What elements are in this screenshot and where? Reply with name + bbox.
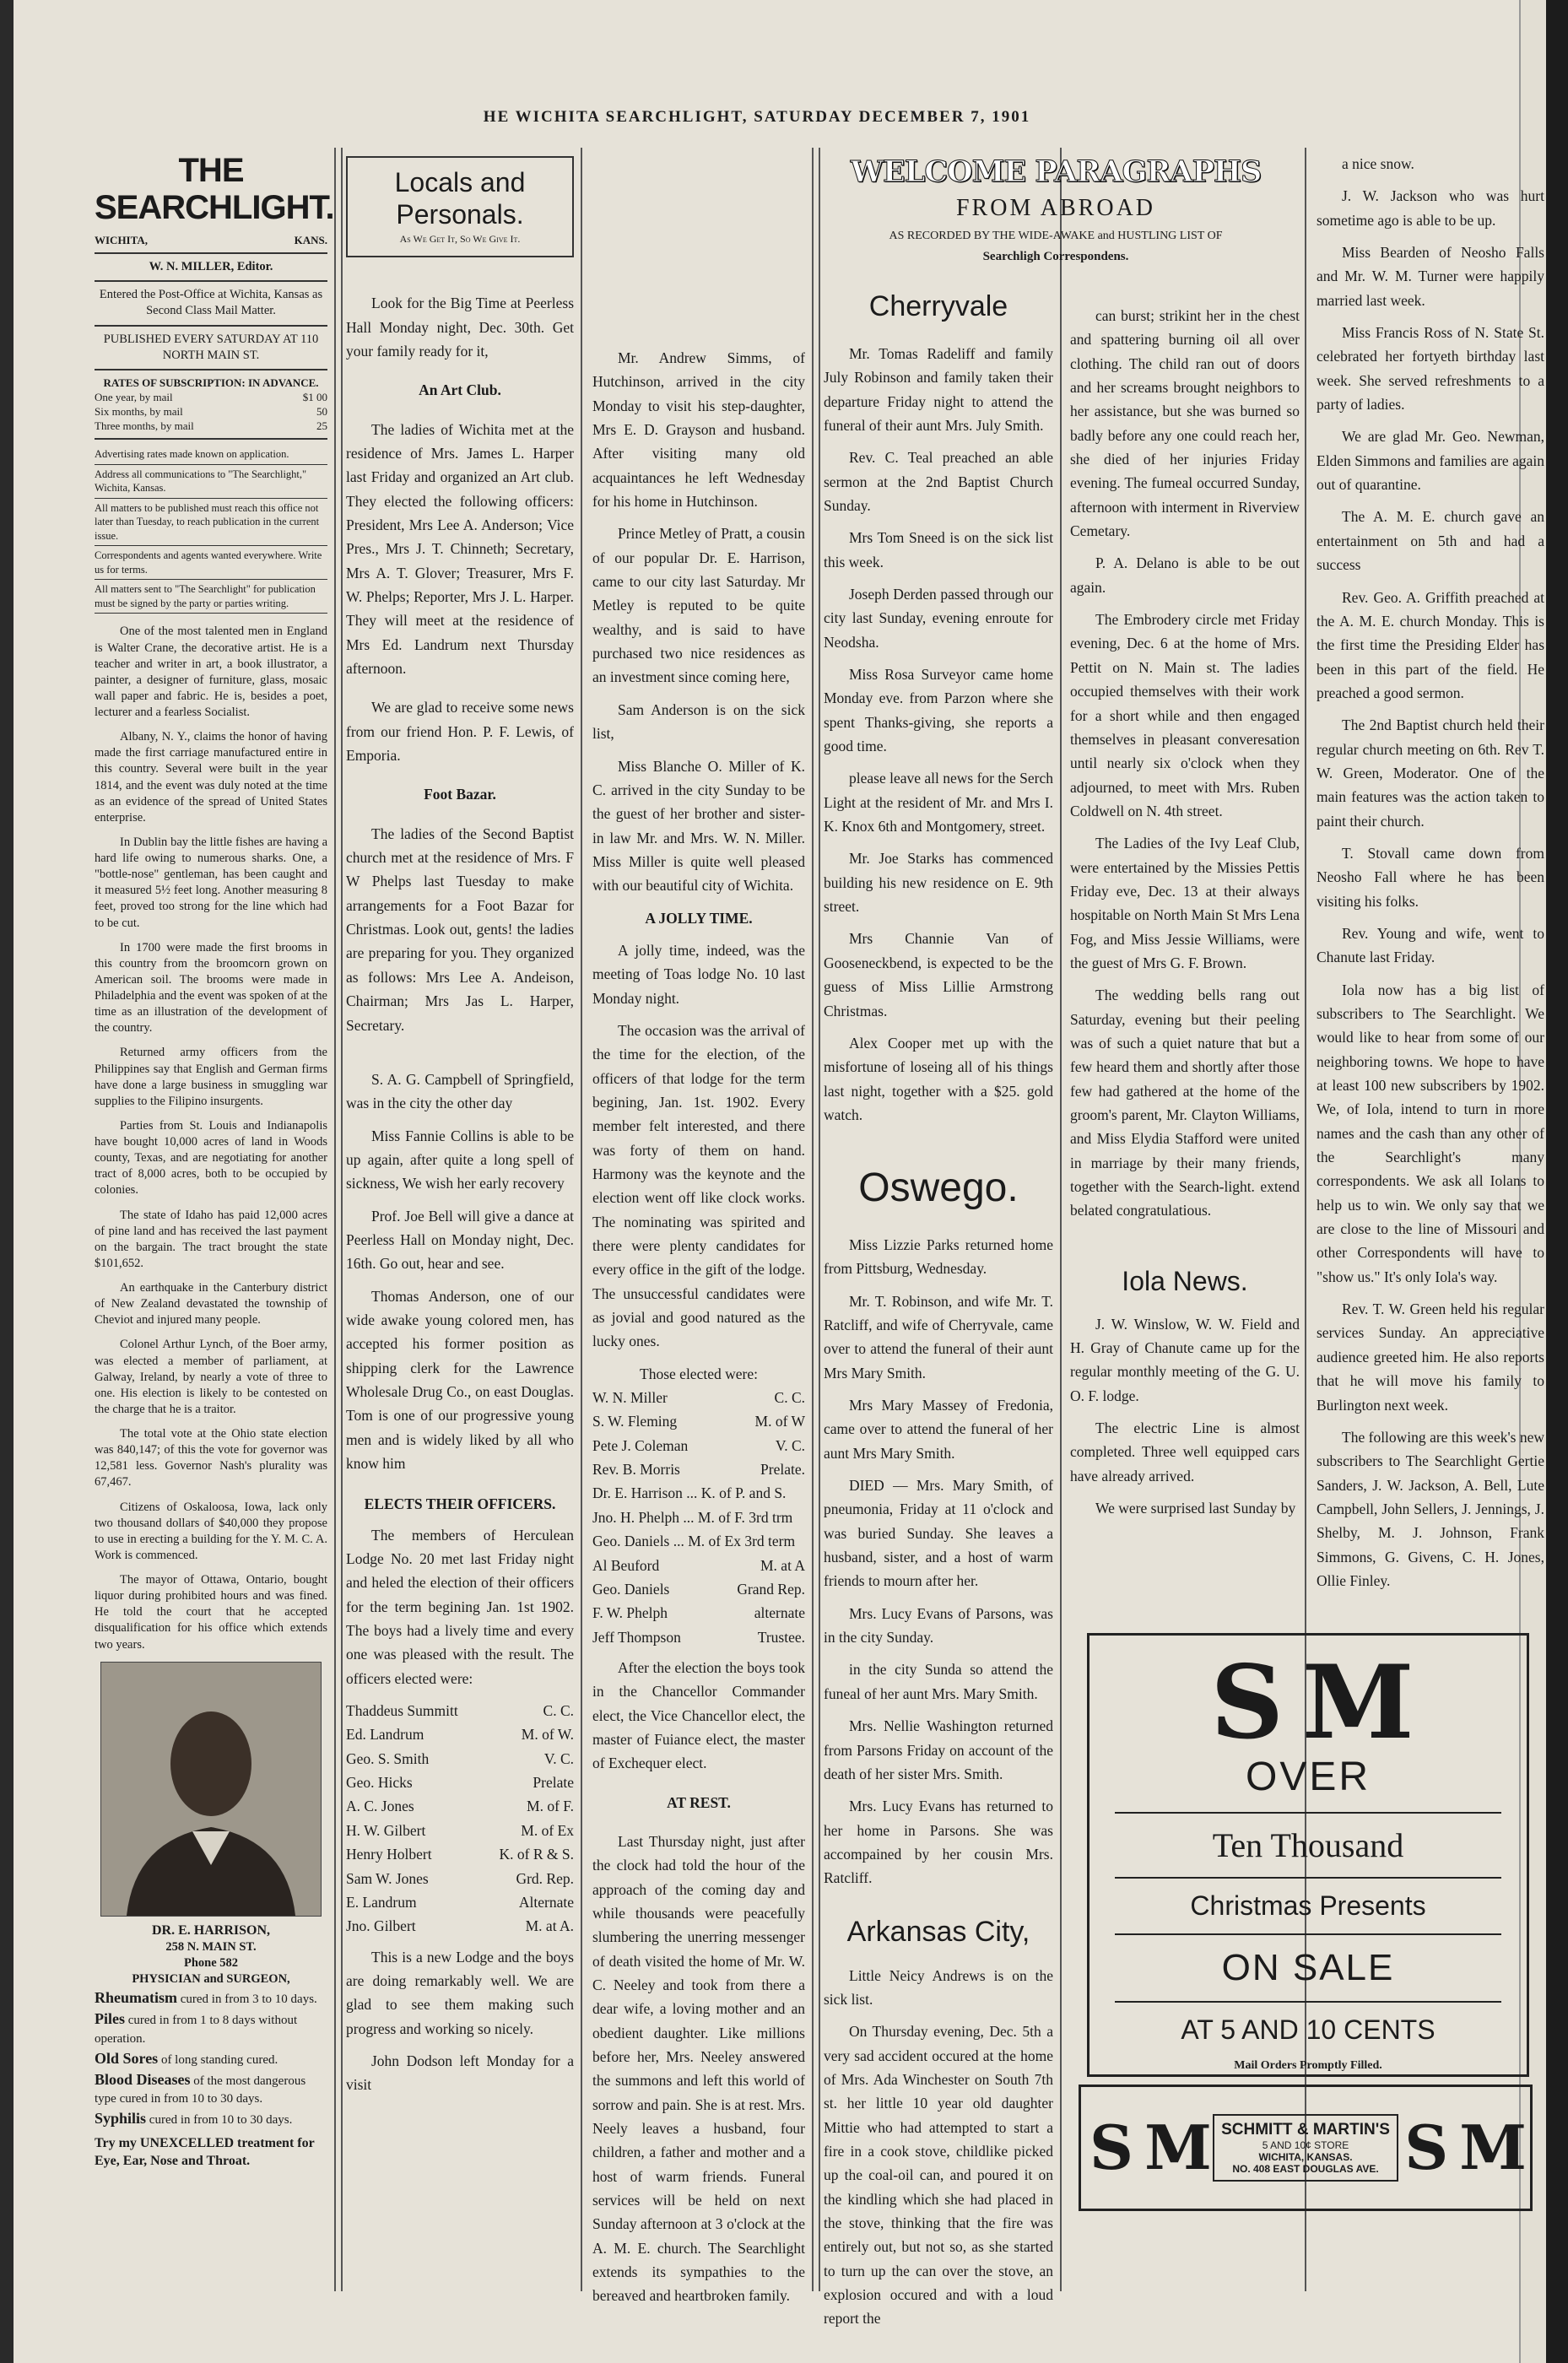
rate-term: Six months, by mail: [95, 405, 183, 419]
locals-title: Locals and Personals.: [394, 167, 526, 230]
officer-row-name: Thaddeus Summitt: [346, 1702, 458, 1720]
cure-item: [95, 2048, 327, 2069]
cure-item: [95, 2108, 327, 2129]
officer-row: [346, 1867, 574, 1890]
elected-row-name: Geo. Daniels: [592, 1580, 670, 1598]
sm-logo: S M: [1210, 1643, 1406, 1762]
officer-row: [346, 1914, 574, 1938]
from-abroad: FROM ABROAD: [955, 194, 1156, 221]
jolly-head: A JOLLY TIME.: [645, 909, 753, 927]
sm-logo-left: S M: [1089, 2112, 1207, 2183]
officer-row: [346, 1890, 574, 1914]
officer-row: [346, 1722, 574, 1746]
elects-head: ELECTS THEIR OFFICERS.: [364, 1495, 556, 1513]
notice: Correspondents and agents wanted everywhere. Write us for terms.: [95, 546, 327, 580]
rates-list: [95, 390, 327, 433]
officer-row-office: C. C.: [543, 1702, 574, 1720]
ad-over: OVER: [1245, 1755, 1371, 1799]
editor-line: W. N. MILLER, Editor.: [149, 260, 273, 274]
correspondents-line: Searchligh Correspondens.: [982, 249, 1129, 263]
continued-item: P. A. Delano is able to be out again.: [1070, 554, 1300, 596]
cure-item: [95, 1987, 327, 2009]
officer-row-office: Alternate: [518, 1893, 574, 1911]
paragraph: Miss Blanche O. Miller of K. C. arrived in the city Sunday to be the guest of her brother and sister-in law Mr. and Mrs. W. N. Miller. Miss Miller is quite well pleased with our beautiful city of Wichita.: [592, 757, 805, 895]
cure-text: cured in from 3 to 10 days.: [177, 1993, 317, 2007]
page-masthead: HE WICHITA SEARCHLIGHT, SATURDAY DECEMBER 7, 1901: [483, 108, 1031, 126]
paragraph: Sam Anderson is on the sick list,: [592, 700, 805, 743]
page-edge: [1546, 0, 1568, 2363]
elected-row-office: Prelate.: [760, 1461, 805, 1479]
elected-row-name: S. W. Fleming: [592, 1413, 678, 1430]
news-brief: The mayor of Ottawa, Ontario, bought liquor during prohibited hours and was fined. He told the court that he accepted disqualification for his office which extends two years.: [95, 1573, 327, 1652]
iola-head: Iola News.: [1122, 1265, 1248, 1296]
news-brief: An earthquake in the Canterbury district of New Zealand devastated the township of Cheviot and injured many people.: [95, 1281, 327, 1327]
rate-price: 25: [316, 419, 327, 433]
officers-list: [346, 1699, 574, 1938]
officer-row-name: Sam W. Jones: [346, 1869, 429, 1887]
paragraph: The occasion was the arrival of the time for the election, of the officers of that lodge for the term begining, Jan. 1st. 1902. Every member felt interested, and there was forty of them on hand. Harmony was the keynote and the election went off like clock works. The nominating was spirited and there were plenty candidates for every office in the gift of the lodge. The unsuccessful candidates were as jovial and good natured as the lucky ones.: [592, 1021, 805, 1350]
paragraph: Mr. Andrew Simms, of Hutchinson, arrived in the city Monday to visit his step-daughter, Mrs E. D. Grayson and husband. After visiting many old acquaintances he left Wednesday for his home in Hutchinson.: [592, 349, 805, 511]
paragraph: The ladies of the Second Baptist church met at the residence of Mrs. F W Phelps last Tuesday to make arrangements for a Foot Bazar for Christmas. Look out, gents! the ladies are preparing for you. They organized as follows: Mrs Lee A. Andeison, Chairman; Mrs Jas L. Harper, Secretary.: [346, 825, 574, 1034]
elected-row-name: Al Beuford: [592, 1556, 660, 1574]
elected-row-office: M. at A: [760, 1556, 805, 1574]
cherryvale-item: Mr. Joe Starks has commenced building his new residence on E. 9th street.: [824, 850, 1053, 916]
officer-row: [346, 1699, 574, 1722]
elected-row: [592, 1457, 805, 1481]
iola-item: We were surprised last Sunday by: [1095, 1499, 1296, 1517]
cure-term: Syphilis: [95, 2109, 147, 2127]
iola-item: Rev. T. W. Green held his regular services Sunday. An appreciative audience greeted him. He also reports that he will move his family to Burlington next week.: [1317, 1300, 1544, 1414]
oswego-item: Mrs. Nellie Washington returned from Parsons Friday on account of the death of her sister Mrs. Smith.: [824, 1717, 1053, 1782]
published-notice: PUBLISHED EVERY SATURDAY AT 110 NORTH MAIN ST.: [103, 332, 319, 362]
oswego-item: in the city Sunda so attend the funeal of her aunt Mrs. Mary Smith.: [824, 1661, 1053, 1702]
arkansas-head: Arkansas City,: [846, 1915, 1030, 1948]
news-brief: The state of Idaho has paid 12,000 acres of pine land and has received the last payment on the bargain. The tract brought the state $101,652.: [95, 1208, 327, 1270]
officer-row-office: V. C.: [543, 1749, 574, 1767]
elected-row-office: C. C.: [774, 1389, 805, 1407]
doctor-address: 258 N. MAIN ST.: [165, 1939, 257, 1954]
paragraph: Look for the Big Time at Peerless Hall Monday night, Dec. 30th. Get your family ready for it,: [346, 295, 574, 360]
paper-state: KANS.: [294, 234, 327, 246]
elected-row-name: Jno. H. Phelph ... M. of F. 3rd trm: [592, 1508, 793, 1526]
firm-banner: [1079, 2085, 1533, 2211]
welcome-heading: WELCOME PARAGRAPHS: [850, 154, 1262, 189]
elected-row-office: alternate: [754, 1604, 805, 1622]
officer-row-office: Prelate: [533, 1774, 574, 1792]
iola-item: J. W. Jackson who was hurt sometime ago is able to be up.: [1317, 187, 1544, 229]
iola-item: Miss Bearden of Neosho Falls and Mr. W. M. Turner were happily married last week.: [1317, 244, 1544, 309]
elected-row: [592, 1506, 805, 1529]
oswego-item: Mr. T. Robinson, and wife Mr. T. Ratcliff, and wife of Cherryvale, came over to attend the funeral of their aunt Mrs Mary Smith.: [824, 1292, 1053, 1382]
continued-item: The Embrodery circle met Friday evening, Dec. 6 at the home of Mrs. Pettit on N. Main st. The ladies occupied themselves with their work for a short while and then engaged themselves in pleasant converesation until nearly six o'clock when they adjourned, to meet with Mrs. Ruben Coldwell on N. 4th street.: [1070, 611, 1300, 819]
elected-row-office: Grand Rep.: [737, 1580, 805, 1598]
iola-item: Miss Francis Ross of N. State St. celebrated her fortyeth birthday last week. She served refreshments to a party of ladies.: [1317, 324, 1544, 414]
arkansas-item: On Thursday evening, Dec. 5th a very sad accident occured at the home of Mrs. Ada Winchester on South 7th st. her little 10 year old daughter Mittie who had attempted to start a fire in a cook stove, childlike picked up the coal-oil can, and poured it on the kindling which she had placed in the stove, thinking that the fire was entirely out, but not so, as she started to turn up the can over the stove, an explosion occured and with a loud report the: [824, 2023, 1053, 2328]
iola-item: T. Stovall came down from Neosho Fall where he has been visiting his folks.: [1317, 844, 1544, 910]
iola-item: Rev. Young and wife, went to Chanute last Friday.: [1317, 924, 1544, 966]
notice: All matters sent to "The Searchlight" for publication must be signed by the party or parties writing.: [95, 580, 327, 614]
cure-text: cured in from 10 to 30 days.: [146, 2112, 293, 2127]
news-briefs: [95, 624, 327, 1652]
firm-name: SCHMITT & MARTIN'S: [1221, 2121, 1390, 2139]
officer-row-name: Geo. S. Smith: [346, 1749, 430, 1767]
continued-item: can burst; strikint her in the chest and spattering burning oil all over clothing. The child ran out of doors and her screams brought neighbors to her assistance, but she was burned so badly before any one could reach her, she died of her injuries Friday evening. The fumeal occurred Sunday, afternoon with interment in Riverview Cemetary.: [1070, 307, 1300, 540]
elected-row: [592, 1434, 805, 1457]
iola-item: The A. M. E. church gave an entertainment on 5th and had a success: [1317, 508, 1544, 574]
news-brief: In 1700 were made the first brooms in this country from the broomcorn grown on American soil. The brooms were made in Philadelphia and the event was spoken of at the time as an illustration of the development of the country.: [95, 940, 327, 1036]
news-brief: Albany, N. Y., claims the honor of having made the first carriage manufactured entire in this country. Several were built in the year 1814, and the event was duly noted at the time as an evidence of the spread of United States enterprise.: [95, 730, 327, 825]
iola-item: We are glad Mr. Geo. Newman, Elden Simmons and families are again out of quarantine.: [1317, 428, 1544, 494]
foot-bazar-head: Foot Bazar.: [424, 786, 496, 803]
elected-row: [592, 1386, 805, 1409]
officer-row-name: Henry Holbert: [346, 1846, 432, 1863]
paragraph: Miss Fannie Collins is able to be up again, after quite a long spell of sickness, We wish her early recovery: [346, 1127, 574, 1192]
iola-item: Rev. Geo. A. Griffith preached at the A. M. E. church Monday. This is the first time the Presiding Elder has been in this part of the field. He preached a good sermon.: [1317, 588, 1544, 701]
officer-row-office: Grd. Rep.: [516, 1869, 574, 1887]
officer-row-name: E. Landrum: [346, 1893, 417, 1911]
elected-row-name: F. W. Phelph: [592, 1604, 668, 1622]
iola-items: [1070, 1312, 1300, 1521]
arkansas-items: [824, 1964, 1053, 2331]
officer-row: [346, 1794, 574, 1818]
officer-row: [346, 1842, 574, 1866]
arkansas-item: Little Neicy Andrews is on the sick list.: [824, 1966, 1053, 2008]
news-brief: Citizens of Oskaloosa, Iowa, lack only two thousand dollars of $40,000 they propose to use in erecting a building for the Y. M. C. A. Work is commenced.: [95, 1500, 327, 1562]
cure-term: Old Sores: [95, 2049, 159, 2067]
art-club-head: An Art Club.: [419, 381, 501, 399]
news-brief: One of the most talented men in England is Walter Crane, the decorative artist. He is a teacher and writer in art, a book illustrator, a painter, a designer of furniture, glass, mosaic wall paper and fabric. He is, besides a poet, lecturer and a fearless Socialist.: [95, 625, 327, 720]
entered-notice: Entered the Post-Office at Wichita, Kansas as Second Class Mail Matter.: [99, 288, 323, 318]
ad-on-sale: ON SALE: [1221, 1947, 1395, 1988]
oswego-item: Mrs. Lucy Evans of Parsons, was in the city Sunday.: [824, 1604, 1053, 1647]
officer-row-name: Ed. Landrum: [346, 1726, 424, 1744]
officer-row: [346, 1819, 574, 1842]
officer-row-name: A. C. Jones: [346, 1798, 414, 1815]
rates-title: RATES OF SUBSCRIPTION: IN ADVANCE.: [103, 376, 319, 389]
iola-item: The following are this week's new subscribers to The Searchlight Gertie Sanders, J. W. Jackson, A. Bell, Lute Campbell, John Sellers, J. Jennings, J. Shelby, M. J. Johnson, Frank Simmons, G. Givens, C. H. Jones, Ollie Finley.: [1317, 1428, 1544, 1589]
news-brief: Parties from St. Louis and Indianapolis have bought 10,000 acres of land in Woods county, Texas, and are negotiating for another tract of 8,000 acres, both to be occupied by colonies.: [95, 1118, 327, 1198]
elected-row-name: Geo. Daniels ... M. of Ex 3rd term: [592, 1533, 796, 1550]
notices-list: [95, 445, 327, 614]
paragraph: Last Thursday night, just after the clock had told the hour of the approach of the coming day and while thousands were peacefully slumbering the unerring messenger of death visited the home of Mr. W. C. Neeley and took from there a dear wife, a loving mother and an obedient daughter. Like millions before her, Mrs. Neeley answered the summons and left this world of sorrow and pain. She is at rest. Mrs. Neely leaves a husband, four children, a father and mother and a host of warm friends. Funeral services will be held on next Sunday afternoon at 3 o'clock at the A. M. E. church. The Searchlight extends its sympathies to the bereaved and heartbroken family.: [592, 1832, 805, 2305]
cure-term: Blood Diseases: [95, 2070, 191, 2088]
oswego-item: DIED — Mrs. Mary Smith, of pneumonia, Friday at 11 o'clock and was buried Sunday. She leaves a husband, sister, and a host of warm friends to mourn after her.: [824, 1477, 1053, 1590]
cure-item: [95, 2069, 327, 2108]
paragraph: After the election the boys took in the Chancellor Commander elect, the Vice Chancellor elect, the master of Fuiance elect, the master of Exchequer elect.: [592, 1658, 805, 1772]
notice: Address all communications to "The Searchlight," Wichita, Kansas.: [95, 465, 327, 499]
rate-price: $1 00: [302, 390, 327, 403]
ad-ten-thousand: Ten Thousand: [1212, 1826, 1404, 1864]
doctor-portrait: [100, 1662, 322, 1917]
paragraph: This is a new Lodge and the boys are doing remarkably well. We are glad to see them making such progress and working so nicely.: [346, 1948, 574, 2037]
doctor-closing: Try my UNEXCELLED treatment for Eye, Ear, Nose and Throat.: [95, 2136, 315, 2169]
doctor-name: DR. E. HARRISON,: [151, 1922, 270, 1938]
oswego-item: Mrs Mary Massey of Fredonia, came over to attend the funeral of her aunt Mrs Mary Smith.: [824, 1397, 1053, 1462]
rate-term: Three months, by mail: [95, 419, 194, 433]
cherryvale-item: Mr. Tomas Radeliff and family July Robinson and family taken their departure Friday night to attend the funeral of their aunt Mrs. July Smith.: [824, 344, 1053, 434]
cherryvale-item: Alex Cooper met up with the misfortune of loseing all of his things last night, together with a $25. gold watch.: [824, 1034, 1053, 1123]
cure-text: of long standing cured.: [158, 2052, 278, 2067]
elected-row: [592, 1481, 805, 1505]
firm-name-box: [1213, 2114, 1398, 2182]
news-brief: The total vote at the Ohio state election was 840,147; of this the vote for governor was 12,581 less. Governor Nash's plurality was 67,467.: [95, 1427, 327, 1490]
news-brief: Colonel Arthur Lynch, of the Boer army, was elected a member of parliament, at Galway, Ireland, by nearly a vote of three to one. His election is likely to be contested on the charge that he is a traitor.: [95, 1338, 327, 1416]
iola-continued: [1317, 152, 1544, 1592]
elected-row: [592, 1625, 805, 1649]
locals-subtitle: As We Get It, So We Give It.: [399, 232, 521, 245]
elected-row-name: Pete J. Coleman: [592, 1436, 689, 1454]
doctor-title: PHYSICIAN and SURGEON,: [132, 1972, 290, 1987]
paragraph: S. A. G. Campbell of Springfield, was in the city the other day: [346, 1070, 574, 1112]
continued-item: The wedding bells rang out Saturday, evening but their peeling was of such a quiet nature that but a few heard them and shortly after those few had gathered at the home of the groom's parent, Mr. Clayton Williams, and Miss Elydia Stafford were united in marriage by their many friends, together with the Search-light. extend belated congratulatious.: [1070, 987, 1300, 1219]
locals-header-box: [346, 156, 574, 257]
sm-logo-right: S M: [1404, 2112, 1522, 2183]
officer-row-office: M. at A.: [525, 1917, 574, 1935]
column-3: [592, 346, 805, 2305]
iola-item: Iola now has a big list of subscribers to The Searchlight. We would like to hear from some of our neighboring towns. We hope to have at least 100 new subscribers by 1902. We, of Iola, intend to turn in more names and the cash than any other of the Searchlight's many correspondents. We ask all Iolans to help us to win. We only say that we are close to the line of Missouri and other Correspondents will have to "show us." It's only Iola's way.: [1317, 981, 1544, 1285]
officer-row: [346, 1747, 574, 1771]
officer-row-office: M. of Ex: [521, 1821, 574, 1839]
news-brief: In Dublin bay the little fishes are having a hard life owing to numerous sharks. One, a "bottle-nose" gentleman, has been caught and it measured 5½ feet long. Another measuring 8 feet, proved too strong for the line which had to be cut.: [95, 835, 327, 930]
rate-row: [95, 404, 327, 419]
rate-price: 50: [316, 405, 327, 419]
paragraph: The ladies of Wichita met at the residence of Mrs. James L. Harper last Friday and organized an Art club. They elected the following officers: President, Mrs Lee A. Anderson; Vice Pres., Mrs J. T. Chinneth; Secretary, Mrs A. T. Glover; Treasurer, Mrs F. W. Phelps; Reporter, Mrs J. L. Harper. They will meet at the residence of Mrs Ed. Landrum next Thursday afternoon.: [346, 420, 574, 678]
notice: All matters to be published must reach this office not later than Tuesday, to reach publication in the current issue.: [95, 499, 327, 547]
firm-address: NO. 408 EAST DOUGLAS AVE.: [1232, 2163, 1379, 2175]
continued-items: [1070, 304, 1300, 1223]
newspaper-page: [14, 0, 1568, 2363]
elected-row-name: W. N. Miller: [592, 1389, 668, 1407]
elected-row-office: M. of W: [754, 1413, 805, 1430]
paragraph: We are glad to receive some news from our friend Hon. P. F. Lewis, of Emporia.: [346, 699, 574, 765]
officer-row-office: M. of F.: [527, 1798, 574, 1815]
officer-row: [346, 1771, 574, 1794]
elected-row: [592, 1409, 805, 1433]
cherryvale-item: Joseph Derden passed through our city last Sunday, evening enroute for Neodsha.: [824, 586, 1053, 651]
officer-row-name: Jno. Gilbert: [346, 1917, 416, 1935]
rate-term: One year, by mail: [95, 390, 173, 403]
paper-title: THE SEARCHLIGHT.: [95, 152, 334, 226]
officer-row-name: Geo. Hicks: [346, 1774, 413, 1792]
news-brief: Returned army officers from the Philippines say that English and German firms have done a large business in smuggling war supplies to the Filipino insurgents.: [95, 1046, 327, 1108]
cure-text: cured in from 1 to 8 days without operation.: [95, 2014, 298, 2046]
paragraph: Prince Metley of Pratt, a cousin of our popular Dr. E. Harrison, came to our city last Saturday. Mr Metley is reputed to be quite wealthy, and is said to have purchased two nice residences as an investment since coming here,: [592, 525, 805, 686]
recorded-line: AS RECORDED BY THE WIDE-AWAKE and HUSTLING LIST OF: [889, 229, 1223, 242]
ad-cents: AT 5 AND 10 CENTS: [1181, 2014, 1436, 2045]
advertisement-box: [1087, 1633, 1529, 2077]
iola-item: The electric Line is almost completed. Three well equipped cars have already arrived.: [1070, 1419, 1300, 1484]
continued-item: The Ladies of the Ivy Leaf Club, were entertained by the Missies Pettis Friday eve, Dec. 13 at their always hospitable on North Main St Mrs Lena Fog, and Miss Jessie Williams, were the guest of Mrs G. F. Brown.: [1070, 835, 1300, 971]
oswego-head: Oswego.: [858, 1165, 1019, 1211]
paragraph: John Dodson left Monday for a visit: [346, 2052, 574, 2094]
iola-item: a nice snow.: [1342, 155, 1414, 172]
elected-row-name: Rev. B. Morris: [592, 1461, 680, 1479]
paper-city: WICHITA,: [95, 234, 148, 246]
rate-row: [95, 390, 327, 404]
elected-intro: Those elected were:: [640, 1365, 758, 1382]
oswego-item: Miss Lizzie Parks returned home from Pittsburg, Wednesday.: [824, 1236, 1053, 1278]
cherryvale-head: Cherryvale: [868, 289, 1008, 322]
ad-christmas: Christmas Presents: [1190, 1890, 1426, 1921]
column-rule: [1060, 148, 1062, 2291]
paragraph: Thomas Anderson, one of our wide awake young colored men, has accepted his former position as shipping clerk for the Lawrence Wholesale Drug Co., on east Douglas. Tom is one of our progressive young men and is widely liked by all who know him: [346, 1287, 574, 1472]
oswego-item: Mrs. Lucy Evans has returned to her home in Parsons. She was accompained by her cousin Mrs. Ratcliff.: [824, 1798, 1053, 1887]
ad-mail: Mail Orders Promptly Filled.: [1234, 2059, 1382, 2072]
column-2: [346, 156, 574, 2283]
cherryvale-item: Miss Rosa Surveyor came home Monday eve. from Parzon where she spent Thanks-giving, she reports a good time.: [824, 666, 1053, 755]
elected-list: [592, 1386, 805, 1649]
officer-row-name: H. W. Gilbert: [346, 1821, 426, 1839]
at-rest-head: AT REST.: [667, 1793, 731, 1811]
elected-row-office: Trustee.: [757, 1628, 805, 1646]
cherryvale-item: Mrs Channie Van of Gooseneckbend, is expected to be the guess of Miss Lillie Armstrong Christmas.: [824, 930, 1053, 1019]
column-rule: [581, 148, 582, 2291]
paragraph: The members of Herculean Lodge No. 20 met last Friday night and heled the election of their officers for the term begining Jan. 1st 1902. The boys had a lively time and every one was pleased with the result. The officers elected were:: [346, 1526, 574, 1687]
cure-term: Piles: [95, 2010, 125, 2028]
cures-list: [95, 1987, 327, 2129]
elected-row-office: V. C.: [775, 1436, 805, 1454]
officer-row-office: M. of W.: [521, 1726, 574, 1744]
column-rule: [334, 148, 343, 2291]
firm-sub: 5 AND 10¢ STORE: [1262, 2139, 1349, 2151]
oswego-items: [824, 1233, 1053, 1890]
column-1: [95, 152, 334, 2287]
notice: Advertising rates made known on application.: [95, 445, 327, 465]
iola-item: The 2nd Baptist church held their regular church meeting on 6th. Rev T. W. Green, Moderator. One of the main features was the action taken to paint their church.: [1317, 716, 1544, 830]
rate-row: [95, 419, 327, 433]
iola-item: J. W. Winslow, W. W. Field and H. Gray of Chanute came up for the regular monthly meeting of the G. U. O. F. lodge.: [1070, 1315, 1300, 1404]
elected-row: [592, 1554, 805, 1577]
cure-item: [95, 2009, 327, 2047]
column-rule: [812, 148, 820, 2291]
cherryvale-item: please leave all news for the Serch Light at the resident of Mr. and Mrs I. K. Knox 6th and Montgomery, street.: [824, 770, 1053, 835]
cherryvale-item: Mrs Tom Sneed is on the sick list this week.: [824, 529, 1053, 570]
firm-city: WICHITA, KANSAS.: [1258, 2151, 1353, 2163]
doctor-phone: Phone 582: [183, 1955, 239, 1970]
cherryvale-item: Rev. C. Teal preached an able sermon at the 2nd Baptist Church Sunday.: [824, 449, 1053, 514]
elected-row-name: Jeff Thompson: [592, 1628, 681, 1646]
elected-row: [592, 1601, 805, 1625]
officer-row-office: K. of R & S.: [499, 1846, 574, 1863]
cure-term: Rheumatism: [95, 1989, 177, 2007]
elected-row: [592, 1529, 805, 1553]
paragraph: Prof. Joe Bell will give a dance at Peerless Hall on Monday night, Dec. 16th. Go out, hear and see.: [346, 1207, 574, 1273]
elected-row: [592, 1577, 805, 1601]
cherryvale-items: [824, 342, 1053, 1127]
paragraph: A jolly time, indeed, was the meeting of Toas lodge No. 10 last Monday night.: [592, 941, 805, 1007]
cure-text: of the most dangerous type cured in from 10 to 30 days.: [95, 2074, 306, 2106]
elected-row-name: Dr. E. Harrison ... K. of P. and S.: [592, 1484, 787, 1502]
